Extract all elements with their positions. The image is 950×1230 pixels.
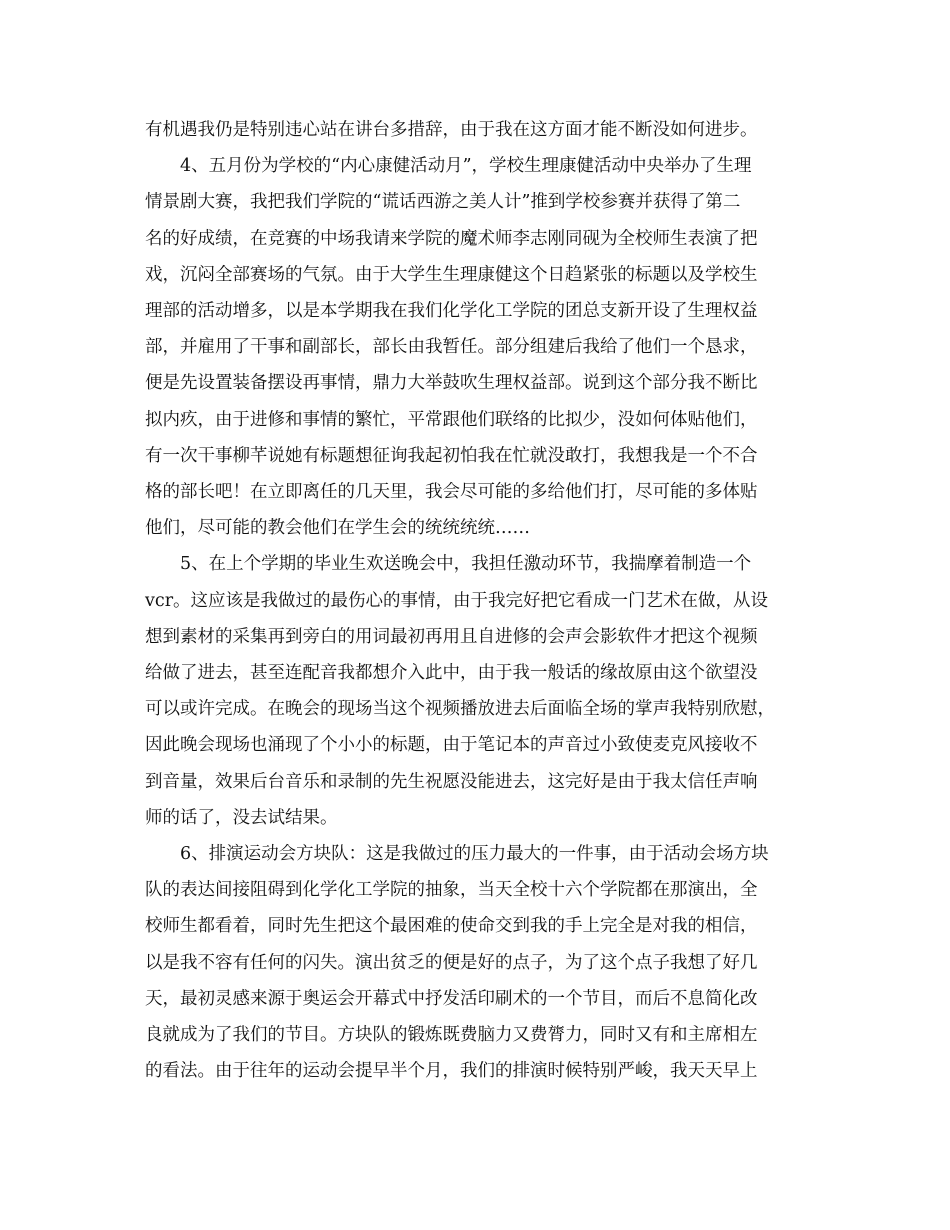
paragraph-continuation bbox=[145, 112, 810, 148]
text-line: 给做了进去，甚至连配音我都想介入此中，由于我一般话的缘故原由这个欲望没 bbox=[145, 663, 758, 684]
text-line: 拟内疚，由于进修和事情的繁忙，平常跟他们联络的比拟少，没如何体贴他们， bbox=[145, 409, 758, 430]
text-line: 想到素材的采集再到旁白的用词最初再用且自进修的会声会影软件才把这个视频 bbox=[145, 626, 758, 647]
text-line: 良就成为了我们的节目。方块队的锻炼既费脑力又费膂力，同时又有和主席相左 bbox=[145, 1025, 758, 1046]
text-line: 6、排演运动会方块队：这是我做过的压力最大的一件事，由于活动会场方块 bbox=[180, 844, 769, 865]
paragraph-item-4 bbox=[145, 148, 810, 546]
text-line: 情景剧大赛，我把我们学院的“谎话西游之美人计”推到学校参赛并获得了第二 bbox=[145, 192, 741, 213]
text-line: 格的部长吧！在立即离任的几天里，我会尽可能的多给他们打，尽可能的多体贴 bbox=[145, 482, 758, 503]
paragraph-item-6 bbox=[145, 836, 810, 1089]
text-line: 师的话了，没去试结果。 bbox=[145, 807, 338, 828]
text-line: 以是我不容有任何的闪失。演出贫乏的便是好的点子，为了这个点子我想了好几 bbox=[145, 952, 758, 973]
text-line: vcr。这应该是我做过的最伤心的事情，由于我完好把它看成一门艺术在做，从设 bbox=[145, 590, 769, 611]
text-line: 有一次干事柳芊说她有标题想征询我起初怕我在忙就没敢打，我想我是一个不合 bbox=[145, 445, 758, 466]
text-line: 名的好成绩，在竞赛的中场我请来学院的魔术师李志刚同砚为全校师生表演了把 bbox=[145, 228, 758, 249]
text-line: 5、在上个学期的毕业生欢送晚会中，我担任激动环节，我揣摩着制造一个 bbox=[180, 554, 752, 575]
text-line: 4、五月份为学校的“内心康健活动月”，学校生理康健活动中央举办了生理 bbox=[180, 156, 752, 177]
text-line: 校师生都看着，同时先生把这个最困难的使命交到我的手上完全是对我的相信， bbox=[145, 916, 758, 937]
text-line: 天，最初灵感来源于奥运会开幕式中抒发活印刷术的一个节目，而后不息简化改 bbox=[145, 988, 758, 1009]
text-line: 的看法。由于往年的运动会提早半个月，我们的排演时候特别严峻，我天天早上 bbox=[145, 1061, 758, 1082]
text-line: 部，并雇用了干事和副部长，部长由我暂任。部分组建后我给了他们一个恳求， bbox=[145, 337, 758, 358]
document-page bbox=[145, 112, 810, 1089]
text-line: 理部的活动增多，以是本学期我在我们化学化工学院的团总支新开设了生理权益 bbox=[145, 301, 758, 322]
text-line: 有机遇我仍是特别违心站在讲台多措辞，由于我在这方面才能不断没如何进步。 bbox=[145, 120, 758, 140]
text-line: 戏，沉闷全部赛场的气氛。由于大学生生理康健这个日趋紧张的标题以及学校生 bbox=[145, 264, 758, 285]
paragraph-item-5 bbox=[145, 546, 810, 836]
text-line: 到音量，效果后台音乐和录制的先生祝愿没能进去，这完好是由于我太信任声响 bbox=[145, 771, 758, 792]
text-line: 因此晚会现场也涌现了个小小的标题，由于笔记本的声音过小致使麦克风接收不 bbox=[145, 735, 758, 756]
text-line: 便是先设置装备摆设再事情，鼎力大举鼓吹生理权益部。说到这个部分我不断比 bbox=[145, 373, 758, 394]
text-line: 他们，尽可能的教会他们在学生会的统统统统…… bbox=[145, 518, 530, 539]
text-line: 队的表达间接阻碍到化学化工学院的抽象，当天全校十六个学院都在那演出，全 bbox=[145, 880, 758, 901]
text-line: 可以或许完成。在晚会的现场当这个视频播放进去后面临全场的掌声我特别欣慰， bbox=[145, 699, 775, 720]
